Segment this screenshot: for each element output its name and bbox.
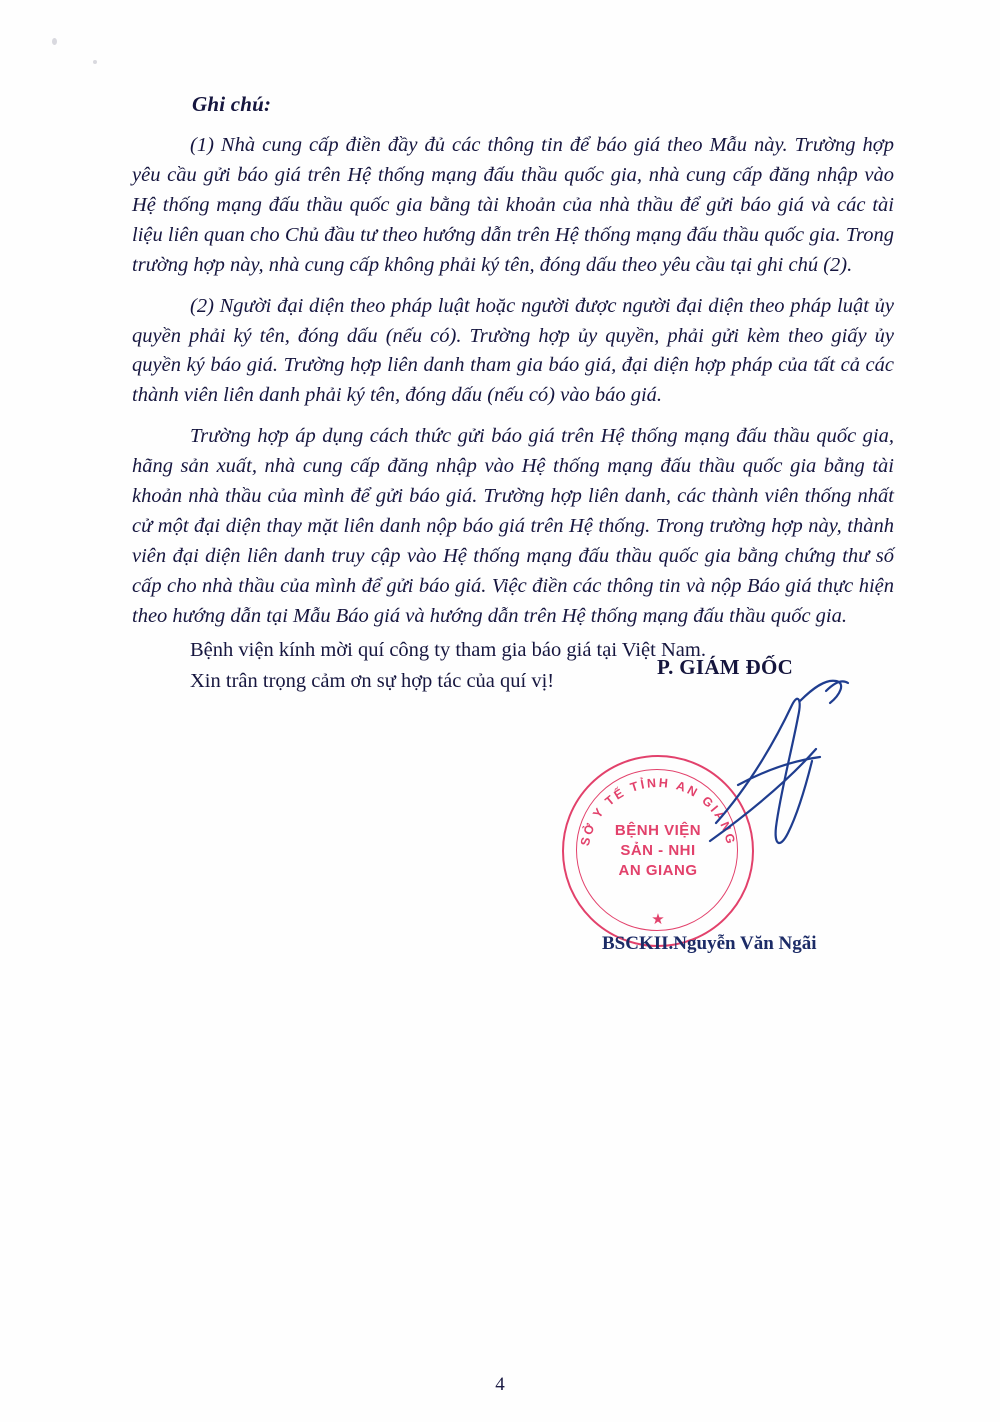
note-paragraph-1: (1) Nhà cung cấp điền đầy đủ các thông tin để báo giá theo Mẫu này. Trường hợp yêu cầu gửi báo giá trên Hệ thống mạng đấu thầu quốc gia, nhà cung cấp đăng nhập vào Hệ thống mạng đấu thầu quốc gia bằng tài khoản của nhà thầu để gửi báo giá và các tài liệu liên quan cho Chủ đầu tư theo hướng dẫn trên Hệ thống mạng đấu thầu quốc gia. Trong trường hợp này, nhà cung cấp không phải ký tên, đóng dấu theo yêu cầu tại ghi chú (2).	[132, 134, 894, 276]
document-body	[132, 92, 894, 696]
stamp-line-3: AN GIANG	[618, 862, 698, 880]
page-number: 4	[495, 1374, 505, 1395]
closing-line-2: Xin trân trọng cảm ơn sự hợp tác của quí vị!	[190, 669, 555, 692]
svg-text:SỞ Y TẾ TỈNH AN GIANG: SỞ Y TẾ TỈNH AN GIANG	[577, 775, 739, 848]
note-heading: Ghi chú:	[192, 92, 272, 116]
official-stamp	[562, 755, 754, 947]
stamp-line-1: BỆNH VIỆN	[614, 821, 702, 839]
signature-name: BSCKII.Nguyễn Văn Ngãi	[602, 933, 817, 954]
stamp-line-2: SẢN - NHI	[620, 841, 696, 859]
scan-speckle	[93, 60, 97, 64]
note-paragraph-3: Trường hợp áp dụng cách thức gửi báo giá trên Hệ thống mạng đấu thầu quốc gia, hãng sản xuất, nhà cung cấp đăng nhập vào Hệ thống mạng đấu thầu quốc gia bằng tài khoản nhà thầu của mình để gửi báo giá. Trường hợp liên danh, các thành viên thống nhất cử một đại diện thay mặt liên danh nộp báo giá trên Hệ thống. Trong trường hợp này, thành viên đại diện liên danh truy cập vào Hệ thống mạng đấu thầu quốc gia bằng chứng thư số cấp cho nhà thầu của mình để gửi báo giá. Việc điền các thông tin và nộp Báo giá thực hiện theo hướng dẫn tại Mẫu Báo giá và hướng dẫn trên Hệ thống mạng đấu thầu quốc gia.	[132, 425, 894, 627]
note-paragraph-2: (2) Người đại diện theo pháp luật hoặc người được người đại diện theo pháp luật ủy quyền phải ký tên, đóng dấu (nếu có). Trường hợp ủy quyền, phải gửi kèm theo giấy ủy quyền ký báo giá. Trường hợp liên danh tham gia báo giá, đại diện hợp pháp của tất cả các thành viên liên danh phải ký tên, đóng dấu (nếu có) vào báo giá.	[132, 294, 894, 407]
closing-line-1: Bệnh viện kính mời quí công ty tham gia báo giá tại Việt Nam.	[190, 638, 706, 661]
scan-speckle	[52, 38, 57, 45]
signature-title: P. GIÁM ĐỐC	[656, 655, 794, 679]
stamp-star-icon: ★	[651, 912, 665, 928]
signature-block	[560, 655, 890, 954]
